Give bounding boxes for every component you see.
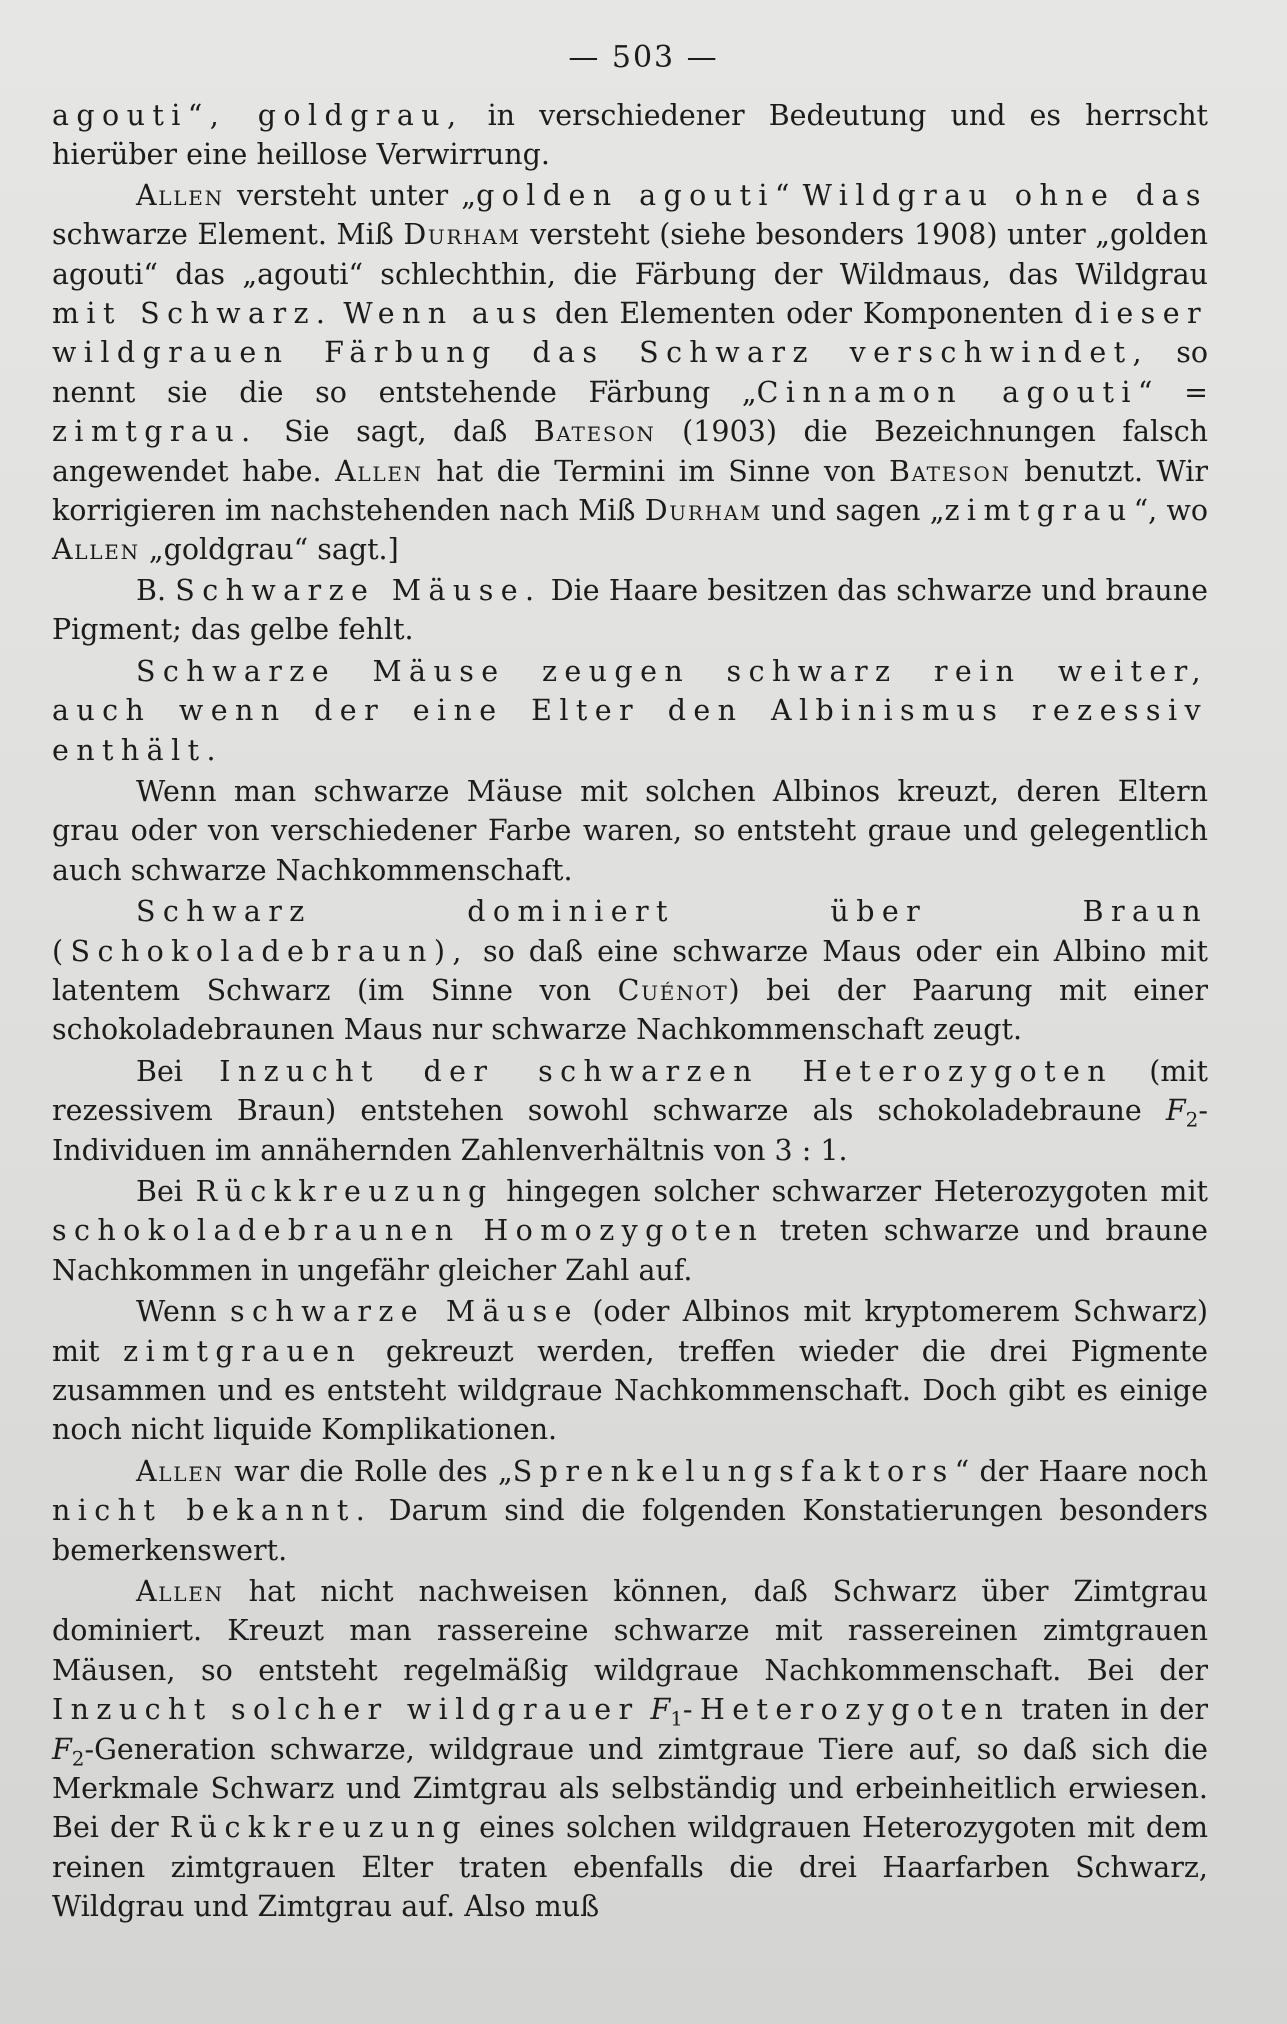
text-run: hat nicht nachweisen können, daß Schwarz über Zimtgrau dominiert. Kreuzt man rassereine schwarze mit rassereinen zimtgrauen Mäusen, so entsteht regelmäßig wildgraue Nachkommenschaft. Bei der [52,1575,1208,1687]
spaced-emphasis: Schwarze Mäuse zeugen schwarz rein weiter, auch wenn der eine Elter den Albinismus rezessiv enthält. [52,654,1208,767]
text-run: war die Rolle des „ [223,1454,513,1488]
spaced-emphasis: zimtgrau [944,494,1134,528]
text-run: (oder Albinos mit kryptomerem Schwarz) mit [52,1295,1208,1368]
paragraph [52,571,1208,650]
spaced-emphasis: schokoladebraunen Homozygoten [52,1214,765,1248]
text-run: (mit rezessivem Braun) entstehen sowohl schwarze als schokoladebraune [52,1054,1208,1128]
small-caps-name: Allen [136,178,224,212]
text-run: “ = [1137,375,1208,409]
text-run: “, wo [1133,494,1208,528]
small-caps-name: Bateson [533,415,656,449]
text-run: schwarze Element. Miß [52,218,404,252]
text-run: traten in der [1010,1693,1209,1727]
text-run: B. [136,573,176,607]
text-run: versteht unter „ [223,178,477,212]
small-caps-name: Cuénot [617,973,729,1007]
page-number: — 503 — [568,40,719,75]
text-run: Wenn man schwarze Mäuse mit solchen Albinos kreuzt, deren Eltern grau oder von verschiedener Farbe waren, so entsteht graue und gelegentlich auch schwarze Nachkommenschaft. [52,774,1208,887]
paragraph [52,1452,1208,1570]
text-run: Sie sagt, daß [257,415,534,449]
text-run: und sagen „ [762,494,945,528]
text-run: so daß eine schwarze Maus oder ein Albino mit latentem Schwarz (im Sinne von [52,934,1208,1007]
text-run: eines solchen wildgrauen Heterozygoten mit dem reinen zimtgrauen Elter traten ebenfalls die drei Haarfarben Schwarz, Wildgrau und Zimtgrau auf. Also muß [52,1811,1209,1924]
text-run: in verschiedener Bedeutung und es herrscht hierüber eine heillose Verwirrung. [52,99,1208,172]
paragraph [52,1572,1208,1927]
text-run: -Generation schwarze, wildgraue und zimtgraue Tiere auf, so daß sich die Merkmale Schwarz und Zimtgrau als selbständig und erbeinheitlich erwiesen. Bei der [52,1732,1208,1845]
small-caps-name: Allen [335,454,423,488]
paragraph [52,772,1208,890]
paragraph [52,1292,1208,1450]
spaced-emphasis: agouti“, goldgrau, [52,99,464,132]
spaced-emphasis: schwarze Mäuse [229,1295,579,1329]
text-run [332,297,343,330]
text-run: Bei [136,1174,196,1208]
text-run: „goldgrau“ sagt.] [139,533,399,567]
text-run: hingegen solcher schwarzer Heterozygoten mit [493,1174,1209,1208]
spaced-emphasis: golden agouti [476,178,775,212]
spaced-emphasis: zimtgrau. [52,415,258,449]
text-run: -Individuen im annähernden Zahlenverhältnis von 3 : 1. [52,1094,1208,1167]
spaced-emphasis: Sprenkelungsfaktors [512,1454,955,1488]
spaced-emphasis: -Heterozygoten [682,1693,1011,1727]
spaced-emphasis: Inzucht solcher wildgrauer [52,1693,640,1727]
spaced-emphasis: Cinnamon agouti [756,375,1138,409]
paragraph [52,1052,1208,1170]
italic-symbol: F [52,1732,72,1766]
text-run: hat die Termini im Sinne von [422,454,889,488]
italic-symbol: F [1165,1094,1186,1128]
spaced-emphasis: Schwarz dominiert über Braun (Schokoladebraun), [52,895,1208,968]
subscript: 2 [71,1746,85,1771]
small-caps-name: Durham [403,218,521,252]
paragraph [52,892,1208,1050]
spaced-emphasis: Rückkreuzung [169,1811,468,1845]
body-text [52,96,1208,1928]
small-caps-name: Allen [136,1454,224,1488]
text-run: gekreuzt werden, treffen wieder die drei Pigmente zusammen und es entsteht wildgraue Nachkommenschaft. Doch gibt es einige noch nicht liquide Komplikationen. [52,1334,1208,1447]
spaced-emphasis: Rückkreuzung [195,1174,494,1208]
spaced-emphasis: mit Schwarz. [52,297,333,331]
paragraph [52,652,1208,770]
text-run [640,1693,651,1726]
small-caps-name: Bateson [888,454,1011,488]
subscript: 1 [670,1706,683,1731]
text-run: den Elementen oder Komponenten [544,297,1075,331]
paragraph [52,96,1208,175]
text-run: “ der Haare noch [954,1454,1208,1488]
text-run: Wenn [136,1295,230,1329]
small-caps-name: Durham [644,494,763,528]
small-caps-name: Allen [52,533,140,567]
spaced-emphasis: zimtgrauen [123,1334,363,1368]
text-run: Bei [136,1054,220,1088]
text-run: Darum sind die folgenden Konstatierungen besonders bemerkenswert. [52,1494,1208,1567]
paragraph [52,176,1208,570]
text-run: ) bei der Paarung mit einer schokoladebraunen Maus nur schwarze Nachkommenschaft zeugt. [52,973,1208,1047]
spaced-emphasis: Wildgrau ohne das [802,178,1208,212]
spaced-emphasis: Inzucht der schwarzen Heterozygoten [219,1054,1114,1088]
subscript: 2 [1185,1107,1199,1132]
paragraph [52,1172,1208,1290]
text-run: Die Haare besitzen das schwarze und braune Pigment; das gelbe fehlt. [52,573,1209,647]
text-run: versteht (siehe besonders 1908) unter „golden agouti“ das „agouti“ schlechthin, die Färbung der Wildmaus, das Wildgrau [52,218,1208,291]
text-run: benutzt. Wir korrigieren im nachstehenden nach Miß [52,454,1208,528]
spaced-emphasis: dieser wildgrauen Färbung das Schwarz verschwindet, [52,297,1209,370]
italic-symbol: F [650,1693,671,1727]
text-run: “ [774,178,803,212]
text-run: so nennt sie die so entstehende Färbung „ [52,336,1208,409]
text-run: treten schwarze und braune Nachkommen in ungefähr gleicher Zahl auf. [52,1214,1208,1287]
spaced-emphasis: Schwarze Mäuse. [175,573,542,607]
text-run: (1903) die Bezeichnungen falsch angewendet habe. [52,415,1209,488]
spaced-emphasis: nicht bekannt. [52,1494,373,1528]
small-caps-name: Allen [136,1575,224,1609]
spaced-emphasis: Wenn aus [343,297,545,331]
